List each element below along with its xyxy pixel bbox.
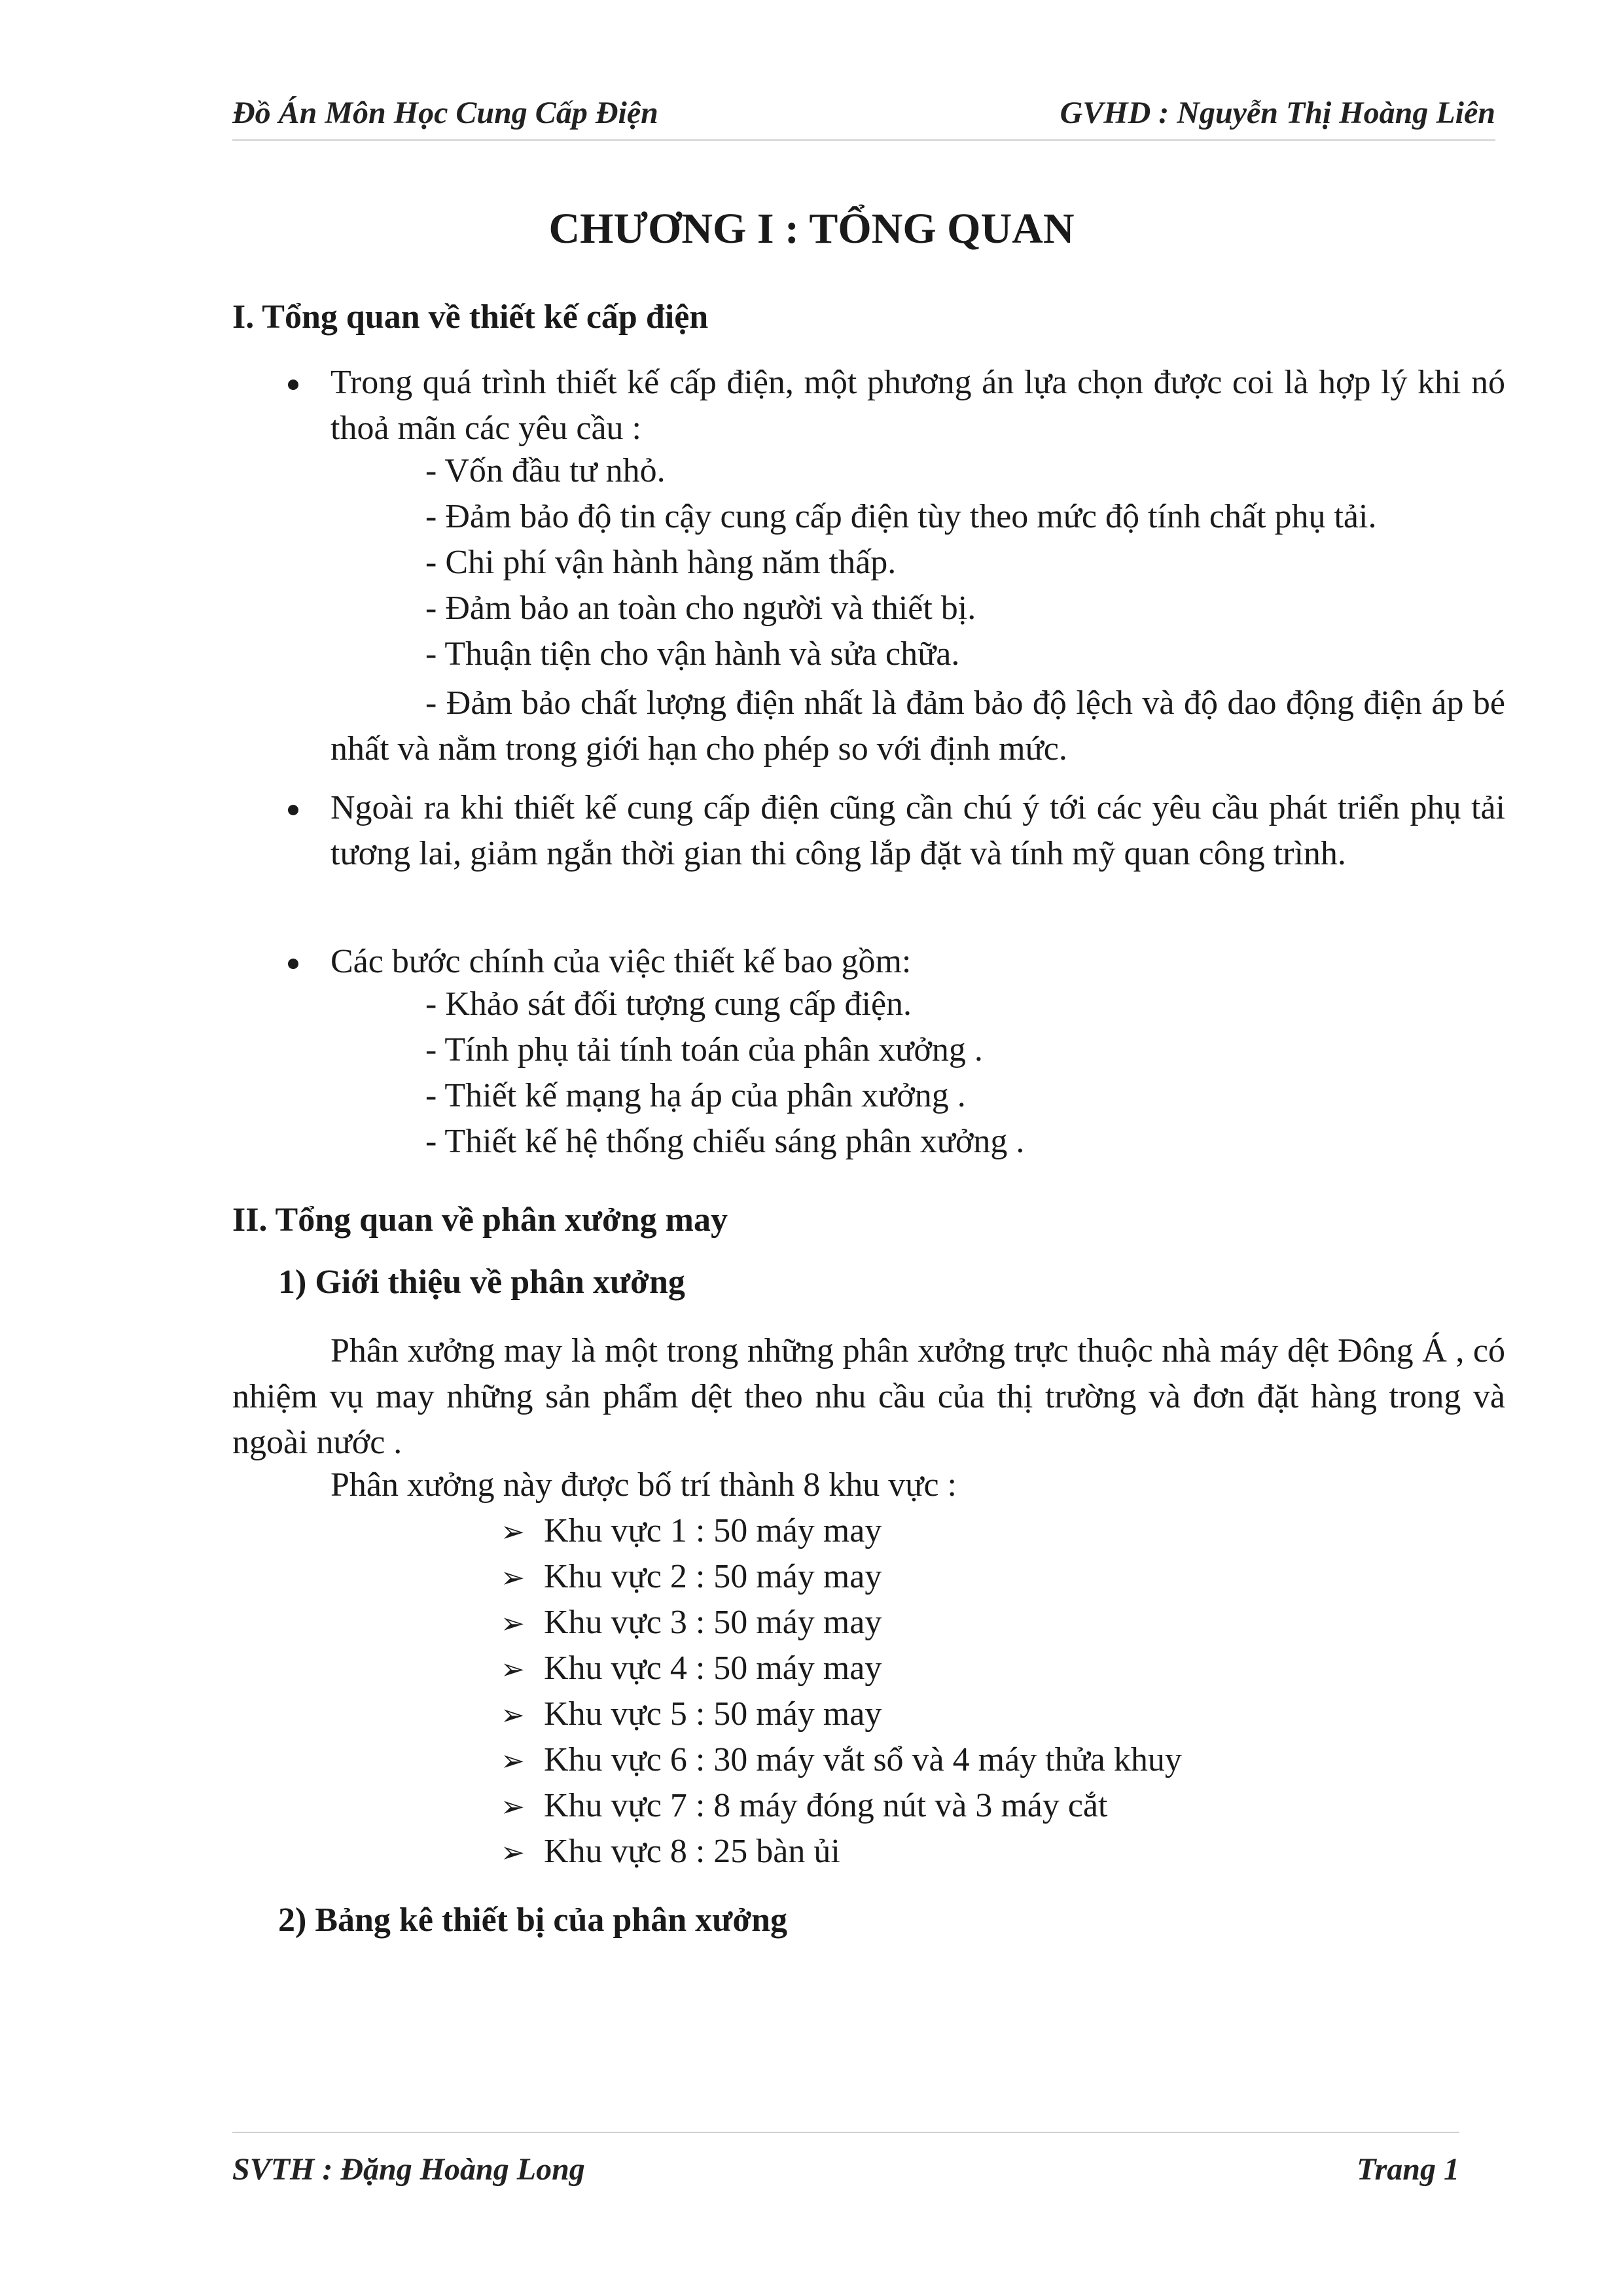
arrow-bullet-icon: ➢	[501, 1745, 525, 1777]
arrow-bullet-icon: ➢	[501, 1653, 525, 1686]
area-list-item	[501, 1603, 882, 1642]
area-list-item	[501, 1832, 840, 1871]
header-instructor: GVHD : Nguyễn Thị Hoàng Liên	[1060, 96, 1495, 130]
bullet-2-text: Ngoài ra khi thiết kế cung cấp điện cũng cần chú ý tới các yêu cầu phát triển phụ tải tương lai, giảm ngắn thời gian thi công lắp đặt và tính mỹ quan công trình.	[330, 789, 1505, 872]
arrow-bullet-icon: ➢	[501, 1516, 525, 1548]
arrow-bullet-icon: ➢	[501, 1608, 525, 1640]
bullet-1-intro: Trong quá trình thiết kế cấp điện, một phương án lựa chọn được coi là hợp lý khi nó thoả mãn các yêu cầu :	[330, 364, 1505, 447]
workshop-intro-paragraph: Phân xưởng may là một trong những phân xưởng trực thuộc nhà máy dệt Đông Á , có nhiệm vụ may những sản phẩm dệt theo nhu cầu của thị trường và đơn đặt hàng trong và ngoài nước .	[232, 1332, 1505, 1461]
requirement-item-last: - Đảm bảo chất lượng điện nhất là đảm bảo độ lệch và độ dao động điện áp bé nhất và nằm trong giới hạn cho phép so với định mức.	[330, 684, 1505, 768]
page-footer	[232, 2132, 1459, 2185]
page-header	[232, 88, 1495, 141]
arrow-bullet-icon: ➢	[501, 1699, 525, 1731]
area-label: Khu vực 4 : 50 máy may	[544, 1650, 882, 1687]
workshop-areas-intro: Phân xưởng này được bố trí thành 8 khu vực :	[330, 1466, 957, 1504]
area-label: Khu vực 5 : 50 máy may	[544, 1695, 882, 1733]
design-step-item: - Khảo sát đối tượng cung cấp điện.	[425, 985, 912, 1023]
section-1-heading: I. Tổng quan về thiết kế cấp điện	[232, 298, 709, 336]
area-list-item	[501, 1786, 1107, 1825]
area-label: Khu vực 1 : 50 máy may	[544, 1512, 882, 1549]
subsection-1-heading: 1) Giới thiệu về phân xưởng	[278, 1263, 685, 1301]
footer-student: SVTH : Đặng Hoàng Long	[232, 2152, 585, 2187]
area-label: Khu vực 2 : 50 máy may	[544, 1558, 882, 1595]
area-label: Khu vực 3 : 50 máy may	[544, 1604, 882, 1641]
arrow-bullet-icon: ➢	[501, 1562, 525, 1594]
requirement-item: - Chi phí vận hành hàng năm thấp.	[425, 544, 897, 581]
design-step-item: - Thiết kế hệ thống chiếu sáng phân xưởng .	[425, 1123, 1025, 1160]
area-label: Khu vực 8 : 25 bàn ủi	[544, 1833, 840, 1870]
area-list-item	[501, 1557, 882, 1596]
area-label: Khu vực 6 : 30 máy vắt sổ và 4 máy thửa khuy	[544, 1741, 1182, 1778]
design-step-item: - Thiết kế mạng hạ áp của phân xưởng .	[425, 1077, 966, 1114]
section-2-heading: II. Tổng quan về phân xưởng may	[232, 1201, 728, 1239]
bullet-1-icon	[288, 380, 298, 390]
arrow-bullet-icon: ➢	[501, 1837, 525, 1869]
bullet-3-intro: Các bước chính của việc thiết kế bao gồm:	[330, 943, 912, 980]
page-number: Trang 1	[1357, 2152, 1459, 2187]
bullet-3-icon	[288, 959, 298, 969]
arrow-bullet-icon: ➢	[501, 1791, 525, 1823]
subsection-2-heading: 2) Bảng kê thiết bị của phân xưởng	[278, 1901, 788, 1939]
area-list-item	[501, 1649, 882, 1687]
chapter-title: CHƯƠNG I : TỔNG QUAN	[548, 205, 1075, 253]
area-list-item	[501, 1511, 882, 1550]
area-label: Khu vực 7 : 8 máy đóng nút và 3 máy cắt	[544, 1787, 1108, 1824]
area-list-item	[501, 1695, 882, 1733]
design-step-item: - Tính phụ tải tính toán của phân xưởng .	[425, 1031, 983, 1069]
bullet-2-icon	[288, 805, 298, 815]
requirement-item: - Đảm bảo độ tin cậy cung cấp điện tùy theo mức độ tính chất phụ tải.	[425, 498, 1377, 535]
requirement-item: - Đảm bảo an toàn cho người và thiết bị.	[425, 590, 976, 627]
requirement-item: - Thuận tiện cho vận hành và sửa chữa.	[425, 635, 960, 673]
requirement-item: - Vốn đầu tư nhỏ.	[425, 452, 666, 489]
area-list-item	[501, 1740, 1182, 1779]
header-course-title: Đồ Án Môn Học Cung Cấp Điện	[232, 96, 658, 130]
